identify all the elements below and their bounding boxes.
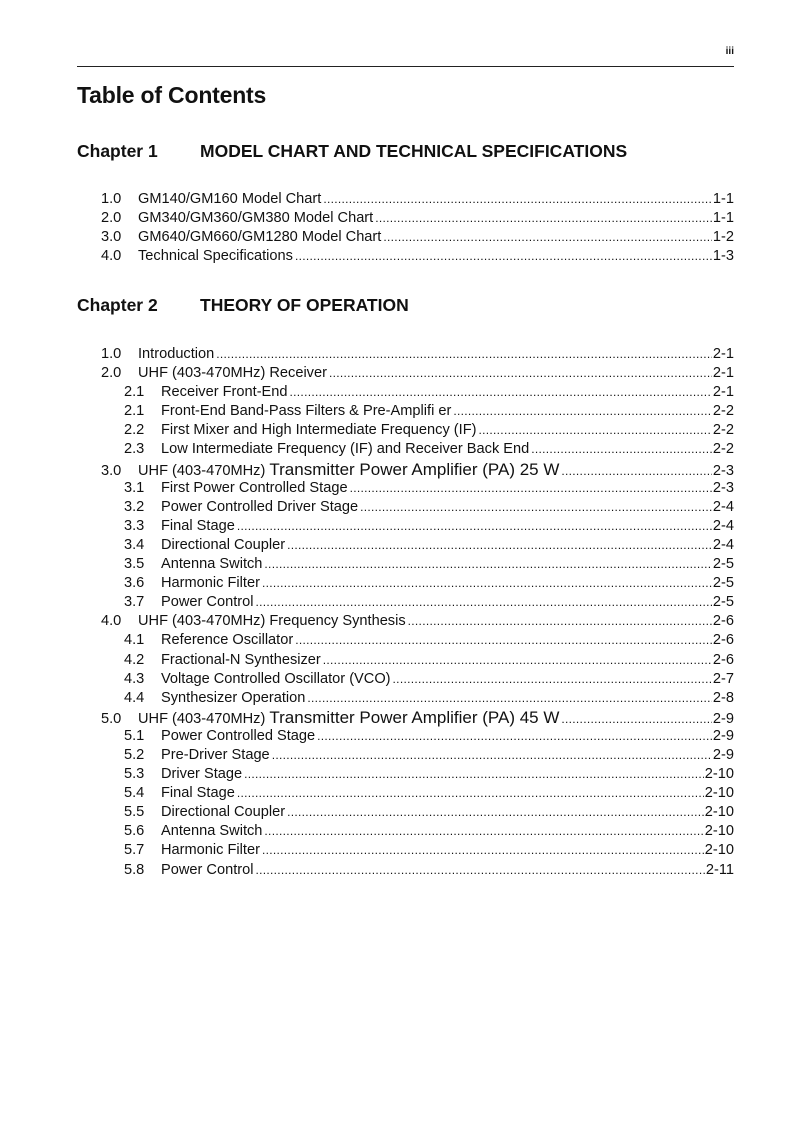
toc-entry-label-part: Transmitter Power Amplifier (PA) 25 W — [269, 459, 560, 479]
toc-entry-label: Power Controlled Driver Stage — [161, 498, 359, 515]
toc-entry-label: Power Controlled Stage — [161, 727, 316, 744]
toc-entry-label-part: UHF (403-470MHz) — [138, 462, 270, 479]
toc-entry-number: 4.2 — [124, 651, 145, 668]
dot-leader — [393, 670, 712, 689]
chapter-1-heading — [77, 141, 627, 162]
dot-leader — [360, 498, 712, 517]
toc-entry-page: 1-1 — [712, 210, 734, 227]
header-rule — [77, 66, 734, 67]
toc-subentry[interactable] — [101, 555, 734, 574]
toc-entry[interactable] — [101, 190, 734, 209]
toc-subentry[interactable] — [101, 822, 734, 841]
toc-entry-page: 1-3 — [712, 248, 734, 265]
page-title: Table of Contents — [77, 82, 267, 108]
toc-entry-page: 2-3 — [712, 479, 734, 496]
toc-entry-label-part: UHF (403-470MHz) — [138, 710, 270, 727]
toc-entry-page: 2-3 — [712, 462, 734, 479]
chapter-label: Chapter 1 — [77, 141, 158, 161]
toc-entry-page: 2-6 — [712, 632, 734, 649]
toc-entry-number: 4.0 — [101, 248, 122, 265]
toc-entry-label: GM340/GM360/GM380 Model Chart — [138, 210, 374, 227]
toc-subentry[interactable] — [101, 727, 734, 746]
toc-subentry[interactable] — [101, 593, 734, 612]
toc-entry-page: 2-4 — [712, 517, 734, 534]
chapter-2-entries — [101, 345, 734, 880]
toc-entry-page: 2-9 — [712, 710, 734, 727]
toc-entry-page: 1-1 — [712, 191, 734, 207]
toc-entry-page: 2-10 — [704, 785, 734, 802]
toc-entry-label: Fractional-N Synthesizer — [161, 651, 321, 668]
toc-entry-label: First Power Controlled Stage — [161, 479, 348, 496]
toc-entry-label: Voltage Controlled Oscillator (VCO) — [161, 670, 391, 687]
toc-entry[interactable] — [101, 708, 734, 727]
toc-entry-page: 2-10 — [704, 823, 734, 840]
toc-entry-label: Directional Coupler — [161, 536, 286, 553]
toc-entry-number: 3.5 — [124, 556, 145, 573]
dot-leader — [244, 765, 704, 784]
toc-entry-number: 3.4 — [124, 536, 145, 553]
toc-entry-label: Harmonic Filter — [161, 842, 260, 859]
dot-leader — [262, 841, 704, 860]
toc-entry[interactable] — [101, 228, 734, 247]
dot-leader — [255, 861, 704, 880]
toc-entry-number: 2.0 — [101, 210, 122, 227]
dot-leader — [350, 479, 712, 498]
toc-entry-label: Receiver Front-End — [161, 384, 288, 401]
toc-entry-label: Harmonic Filter — [161, 575, 260, 592]
toc-subentry[interactable] — [101, 498, 734, 517]
toc-subentry[interactable] — [101, 536, 734, 555]
dot-leader — [287, 803, 704, 822]
page-number: iii — [725, 46, 734, 57]
toc-entry-page: 2-2 — [712, 441, 734, 458]
toc-subentry[interactable] — [101, 479, 734, 498]
toc-entry-label: UHF (403-470MHz) Receiver — [138, 365, 327, 382]
toc-entry-number: 5.0 — [101, 710, 122, 727]
toc-entry-label: Front-End Band-Pass Filters & Pre-Amplifi er — [161, 403, 452, 420]
dot-leader — [317, 727, 712, 746]
dot-leader — [323, 190, 712, 209]
toc-entry-label: Directional Coupler — [161, 804, 286, 821]
toc-subentry[interactable] — [101, 383, 734, 402]
toc-entry-page: 2-1 — [712, 365, 734, 382]
toc-entry-page: 2-9 — [712, 746, 734, 763]
toc-entry-page: 2-5 — [712, 556, 734, 573]
toc-entry-number: 3.0 — [101, 229, 122, 246]
toc-entry-number: 5.2 — [124, 746, 145, 763]
toc-entry-number: 4.4 — [124, 689, 145, 706]
toc-entry-number: 2.0 — [101, 365, 122, 382]
toc-entry-label: Driver Stage — [161, 766, 243, 783]
dot-leader — [290, 383, 712, 402]
toc-entry-label: Technical Specifications — [138, 248, 293, 265]
toc-entry-number: 4.3 — [124, 670, 145, 687]
toc-entry-number: 3.1 — [124, 479, 145, 496]
toc-entry[interactable] — [101, 209, 734, 228]
dot-leader — [295, 247, 712, 266]
toc-entry-page: 2-1 — [712, 384, 734, 401]
toc-subentry[interactable] — [101, 803, 734, 822]
toc-entry-number: 5.5 — [124, 804, 145, 821]
chapter-title: THEORY OF OPERATION — [200, 295, 409, 315]
toc-entry-number: 3.2 — [124, 498, 145, 515]
dot-leader — [531, 440, 712, 459]
toc-entry-page: 2-6 — [712, 651, 734, 668]
toc-entry-page: 2-7 — [712, 670, 734, 687]
toc-entry-page: 2-1 — [712, 346, 734, 362]
toc-entry-page: 2-2 — [712, 422, 734, 439]
toc-entry[interactable] — [101, 247, 734, 266]
toc-entry-page: 2-5 — [712, 594, 734, 611]
toc-entry-label: Antenna Switch — [161, 823, 263, 840]
toc-subentry[interactable] — [101, 861, 734, 880]
toc-entry-number: 3.6 — [124, 575, 145, 592]
toc-subentry[interactable] — [101, 574, 734, 593]
toc-entry-label: GM640/GM660/GM1280 Model Chart — [138, 229, 382, 246]
toc-subentry[interactable] — [101, 841, 734, 860]
toc-entry-page: 2-10 — [704, 766, 734, 783]
toc-entry-page: 2-10 — [704, 842, 734, 859]
toc-entry-number: 2.2 — [124, 422, 145, 439]
toc-entry-label: Low Intermediate Frequency (IF) and Receiver Back End — [161, 441, 530, 458]
dot-leader — [264, 555, 711, 574]
toc-entry-label: Synthesizer Operation — [161, 689, 306, 706]
toc-entry-number: 5.4 — [124, 785, 145, 802]
toc-entry-label: First Mixer and High Intermediate Frequency (IF) — [161, 422, 477, 439]
toc-entry-label: Antenna Switch — [161, 556, 263, 573]
dot-leader — [287, 536, 712, 555]
dot-leader — [237, 784, 704, 803]
toc-entry-page: 2-2 — [712, 403, 734, 420]
chapter-title: MODEL CHART AND TECHNICAL SPECIFICATIONS — [200, 141, 628, 161]
dot-leader — [272, 746, 712, 765]
toc-entry-label: Reference Oscillator — [161, 632, 294, 649]
dot-leader — [237, 517, 712, 536]
toc-entry-page: 2-4 — [712, 498, 734, 515]
toc-subentry[interactable] — [101, 784, 734, 803]
dot-leader — [479, 421, 712, 440]
toc-entry-page: 2-11 — [705, 861, 734, 878]
chapter-2-heading — [77, 295, 409, 316]
toc-entry-label — [138, 708, 559, 729]
toc-entry-number: 2.1 — [124, 403, 145, 420]
toc-entry[interactable] — [101, 364, 734, 383]
chapter-1-entries — [101, 190, 734, 266]
toc-entry-label: Final Stage — [161, 517, 235, 534]
toc-entry-number: 5.8 — [124, 861, 145, 878]
toc-entry-label-part: Transmitter Power Amplifier (PA) 45 W — [269, 707, 560, 727]
toc-subentry[interactable] — [101, 421, 734, 440]
toc-entry-label: GM140/GM160 Model Chart — [138, 191, 322, 207]
toc-entry-page: 2-9 — [712, 727, 734, 744]
dot-leader — [329, 364, 712, 383]
dot-leader — [408, 612, 712, 631]
toc-entry-number: 3.7 — [124, 594, 145, 611]
toc-entry-page: 2-10 — [704, 804, 734, 821]
toc-entry-label: Power Control — [161, 861, 254, 878]
toc-subentry[interactable] — [101, 402, 734, 421]
toc-entry-label: Final Stage — [161, 785, 235, 802]
dot-leader — [216, 345, 712, 364]
toc-subentry[interactable] — [101, 517, 734, 536]
toc-entry-number: 5.1 — [124, 727, 145, 744]
toc-entry-label: Power Control — [161, 594, 254, 611]
toc-entry-number: 3.3 — [124, 517, 145, 534]
toc-entry-number: 2.3 — [124, 441, 145, 458]
toc-entry-page: 2-6 — [712, 613, 734, 630]
dot-leader — [453, 402, 712, 421]
toc-entry[interactable] — [101, 345, 734, 364]
dot-leader — [375, 209, 712, 228]
toc-subentry[interactable] — [101, 631, 734, 650]
toc-subentry[interactable] — [101, 765, 734, 784]
dot-leader — [262, 574, 712, 593]
toc-entry-page: 1-2 — [712, 229, 734, 246]
toc-entry-page: 2-8 — [712, 689, 734, 706]
toc-entry[interactable] — [101, 612, 734, 631]
toc-subentry[interactable] — [101, 746, 734, 765]
toc-entry-number: 4.0 — [101, 613, 122, 630]
toc-entry-number: 5.7 — [124, 842, 145, 859]
toc-entry-page: 2-4 — [712, 536, 734, 553]
toc-entry-number: 3.0 — [101, 462, 122, 479]
toc-entry-number: 5.6 — [124, 823, 145, 840]
chapter-label: Chapter 2 — [77, 295, 158, 315]
dot-leader — [264, 822, 703, 841]
toc-entry-number: 1.0 — [101, 191, 122, 207]
dot-leader — [295, 631, 712, 650]
toc-entry-number: 2.1 — [124, 384, 145, 401]
toc-entry-label: Pre-Driver Stage — [161, 746, 270, 763]
toc-entry-number: 4.1 — [124, 632, 145, 649]
dot-leader — [323, 651, 712, 670]
toc-entry-number: 1.0 — [101, 346, 122, 362]
toc-entry-label — [138, 460, 559, 481]
toc-subentry[interactable] — [101, 651, 734, 670]
toc-subentry[interactable] — [101, 440, 734, 459]
toc-entry-page: 2-5 — [712, 575, 734, 592]
dot-leader — [307, 689, 712, 708]
toc-entry[interactable] — [101, 460, 734, 479]
toc-subentry[interactable] — [101, 670, 734, 689]
toc-entry-label: Introduction — [138, 346, 215, 362]
toc-entry-number: 5.3 — [124, 766, 145, 783]
dot-leader — [255, 593, 711, 612]
toc-subentry[interactable] — [101, 689, 734, 708]
toc-entry-label: UHF (403-470MHz) Frequency Synthesis — [138, 613, 406, 630]
dot-leader — [383, 228, 712, 247]
